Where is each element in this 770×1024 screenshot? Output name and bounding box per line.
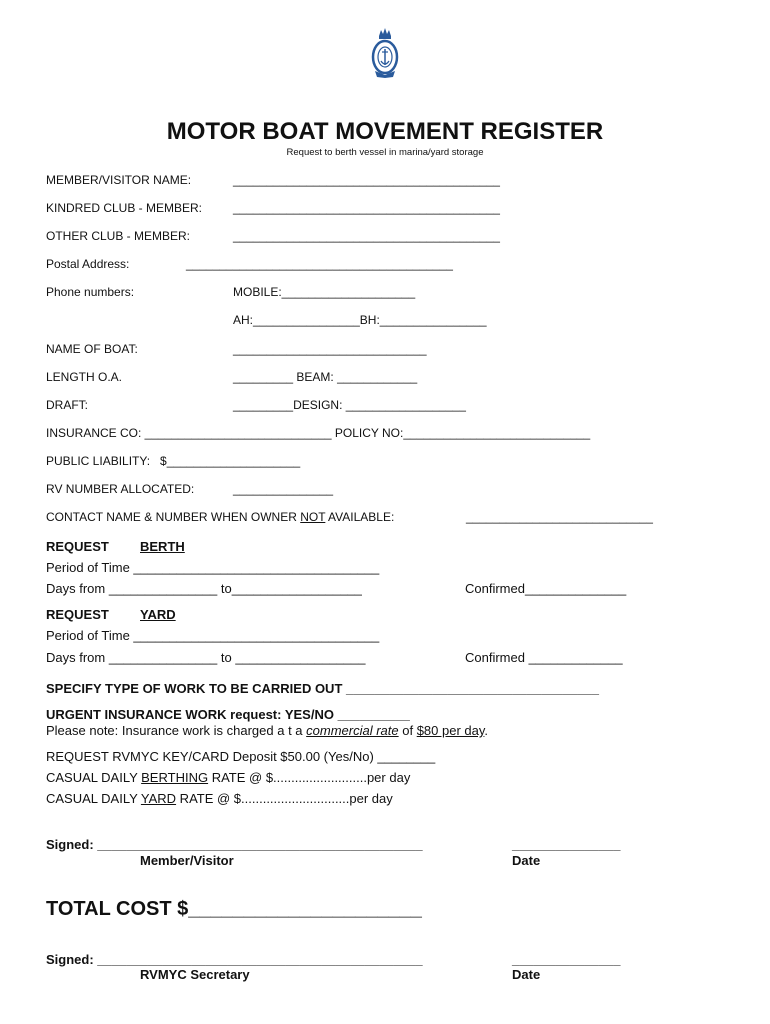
length-beam-field[interactable]: _________ BEAM: ____________ (233, 370, 418, 384)
postal-address-field[interactable]: ________________________________________ (186, 257, 453, 271)
berth-request-label: REQUEST (46, 539, 109, 554)
contact-label (46, 510, 394, 524)
insurance-policy-field[interactable]: INSURANCE CO: ____________________________ POLICY NO:____________________________ (46, 426, 591, 440)
ah-bh-field[interactable]: AH:________________BH:________________ (233, 313, 487, 327)
commercial-rate-text: commercial rate (306, 723, 399, 738)
rv-number-label: RV NUMBER ALLOCATED: (46, 482, 195, 496)
work-type-field[interactable]: SPECIFY TYPE OF WORK TO BE CARRIED OUT ___________________________________ (46, 681, 600, 696)
member-visitor-field[interactable]: ________________________________________ (233, 173, 500, 187)
boat-name-label: NAME OF BOAT: (46, 342, 138, 356)
member-signature-role: Member/Visitor (140, 853, 234, 868)
yard-confirmed-field[interactable]: Confirmed _____________ (465, 650, 623, 665)
other-club-label: OTHER CLUB - MEMBER: (46, 229, 191, 243)
postal-address-label: Postal Address: (46, 257, 130, 271)
rvmyc-crest-icon (370, 27, 400, 79)
contact-label-not: NOT (300, 510, 326, 524)
page-title: MOTOR BOAT MOVEMENT REGISTER (166, 118, 604, 145)
berthing-rate-pre: CASUAL DAILY (46, 770, 142, 785)
mobile-field[interactable]: MOBILE:____________________ (233, 285, 416, 299)
secretary-signature-role: RVMYC Secretary (140, 967, 250, 982)
secretary-date-field[interactable]: _______________ (512, 952, 621, 967)
secretary-date-label: Date (512, 967, 541, 982)
insurance-note-post: . (484, 723, 489, 738)
yard-rate-post: RATE @ $..............................per day (176, 791, 393, 806)
public-liability-field[interactable]: PUBLIC LIABILITY: $____________________ (46, 454, 301, 468)
yard-rate-keyword: YARD (140, 791, 177, 806)
yard-period-field[interactable]: Period of Time __________________________________ (46, 628, 380, 643)
berthing-rate-line (46, 770, 410, 785)
member-date-field[interactable]: _______________ (512, 837, 621, 852)
phone-numbers-label: Phone numbers: (46, 285, 135, 299)
member-visitor-label: MEMBER/VISITOR NAME: (46, 173, 192, 187)
yard-days-field[interactable]: Days from _______________ to __________________ (46, 650, 366, 665)
yard-rate-line (46, 791, 393, 806)
berth-days-field[interactable]: Days from _______________ to__________________ (46, 581, 362, 596)
berth-period-field[interactable]: Period of Time __________________________________ (46, 560, 380, 575)
member-signature-field[interactable]: Signed: _____________________________________________ (46, 837, 423, 852)
berthing-rate-keyword: BERTHING (141, 770, 209, 785)
yard-type-label: YARD (140, 607, 176, 622)
draft-design-field[interactable]: _________DESIGN: __________________ (233, 398, 466, 412)
other-club-field[interactable]: ________________________________________ (233, 229, 500, 243)
kindred-club-label: KINDRED CLUB - MEMBER: (46, 201, 203, 215)
insurance-note-pre: Please note: Insurance work is charged a t a (46, 723, 307, 738)
kindred-club-field[interactable]: ________________________________________ (233, 201, 500, 215)
berthing-rate-post: RATE @ $..........................per day (208, 770, 411, 785)
total-cost-field[interactable]: TOTAL COST $_____________________ (46, 898, 422, 920)
contact-label-pre: CONTACT NAME & NUMBER WHEN OWNER (46, 510, 301, 524)
page-subtitle: Request to berth vessel in marina/yard storage (286, 147, 484, 158)
contact-label-post: AVAILABLE: (325, 510, 395, 524)
insurance-note (46, 723, 488, 738)
boat-name-field[interactable]: _____________________________ (233, 342, 427, 356)
rv-number-field[interactable]: _______________ (233, 482, 334, 496)
draft-label: DRAFT: (46, 398, 88, 412)
urgent-insurance-field[interactable]: URGENT INSURANCE WORK request: YES/NO __________ (46, 707, 410, 722)
key-card-field[interactable]: REQUEST RVMYC KEY/CARD Deposit $50.00 (Yes/No) ________ (46, 749, 436, 764)
member-date-label: Date (512, 853, 541, 868)
secretary-signature-field[interactable]: Signed: _____________________________________________ (46, 952, 423, 967)
length-label: LENGTH O.A. (46, 370, 123, 384)
contact-field[interactable]: ____________________________ (466, 510, 653, 524)
yard-request-label: REQUEST (46, 607, 109, 622)
insurance-note-mid: of (398, 723, 417, 738)
insurance-rate-amount: $80 per day (416, 723, 485, 738)
berth-confirmed-field[interactable]: Confirmed______________ (465, 581, 627, 596)
berth-type-label: BERTH (140, 539, 185, 554)
yard-rate-pre: CASUAL DAILY (46, 791, 141, 806)
